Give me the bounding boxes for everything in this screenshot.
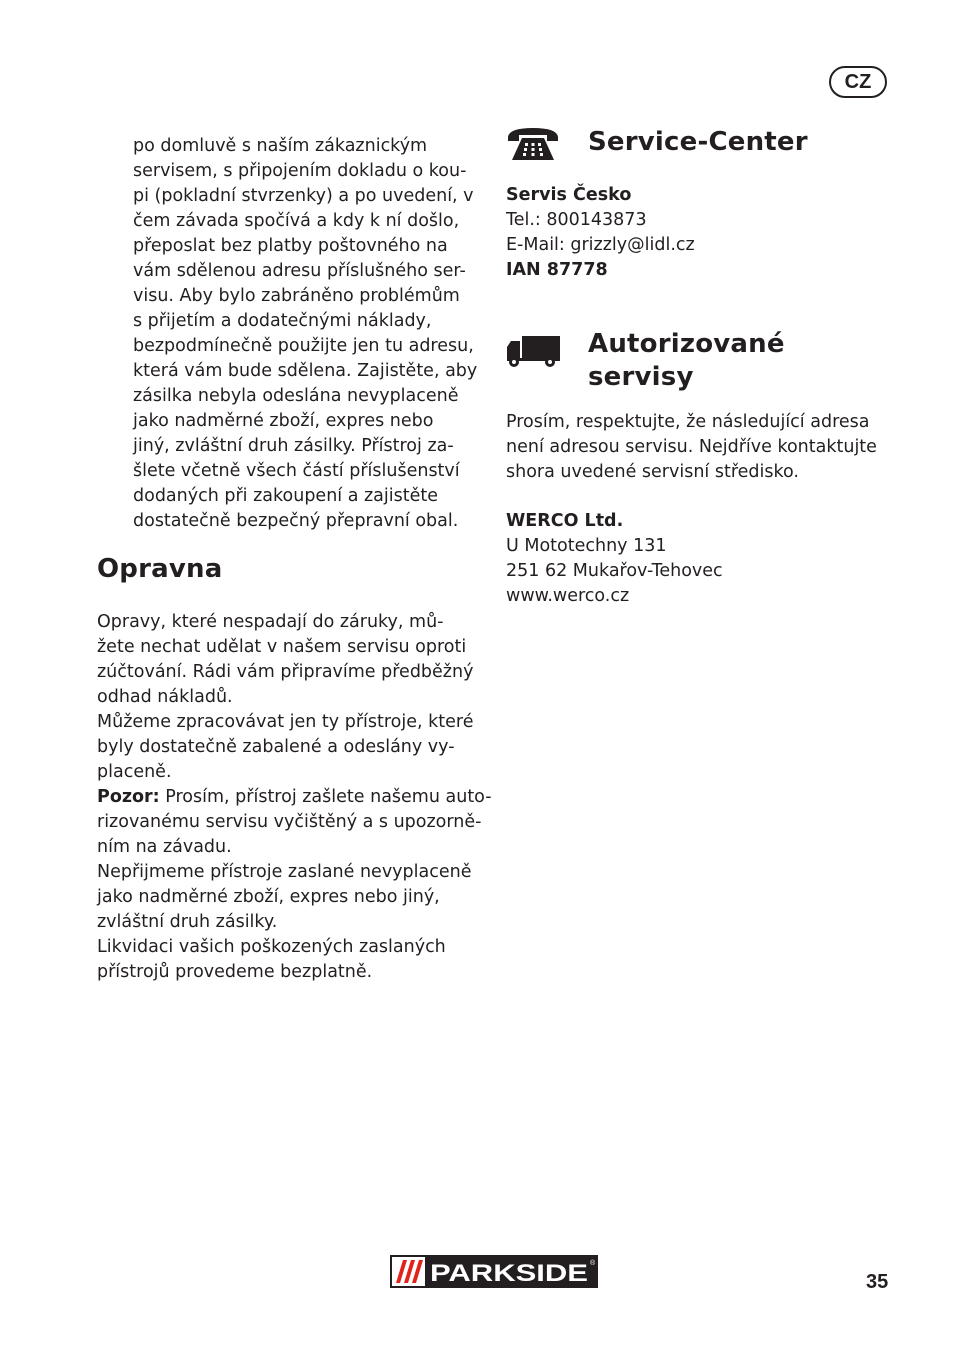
text-line: visu. Aby bylo zabráněno problémům: [133, 286, 460, 306]
text-line: ním na závadu.: [97, 837, 232, 857]
text-line: po domluvě s naším zákaznickým: [133, 136, 428, 156]
text-line: Můžeme zpracovávat jen ty přístroje, které: [97, 712, 474, 732]
text-line: šlete včetně všech částí příslušenství: [133, 461, 460, 481]
text-line: rizovanému servisu vyčištěný a s upozorně-: [97, 812, 482, 832]
company-city: 251 62 Mukařov-Tehovec: [506, 561, 723, 581]
text-line: zúčtování. Rádi vám připravíme předběžný: [97, 662, 474, 682]
text-line: Likvidaci vašich poškozených zaslaných: [97, 937, 446, 957]
company-name: WERCO Ltd.: [506, 511, 624, 531]
text-line: zvláštní druh zásilky.: [97, 912, 278, 932]
service-email: E-Mail: grizzly@lidl.cz: [506, 235, 695, 255]
text-line: zásilka nebyla odeslána nevyplaceně: [133, 386, 459, 406]
pozor-text: Prosím, přístroj zašlete našemu auto-: [159, 787, 492, 807]
text-line: dostatečně bezpečný přepravní obal.: [133, 511, 459, 531]
text-line: žete nechat udělat v našem servisu oproti: [97, 637, 467, 657]
opravna-heading: Opravna: [97, 554, 223, 584]
parkside-logo: [390, 1255, 598, 1288]
text-line: přístrojů provedeme bezplatně.: [97, 962, 373, 982]
text-line: odhad nákladů.: [97, 687, 233, 707]
continued-paragraph: [133, 134, 477, 534]
text-line: která vám bude sdělena. Zajistěte, aby: [133, 361, 478, 381]
svg-text:®: ®: [590, 1260, 596, 1267]
service-center-heading: Service-Center: [588, 127, 808, 157]
service-ian: IAN 87778: [506, 260, 608, 280]
text-line: jako nadměrné zboží, expres nebo: [133, 411, 434, 431]
opravna-paragraph: [97, 610, 492, 985]
text-line: jiný, zvláštní druh zásilky. Přístroj za-: [133, 436, 454, 456]
service-center-contact: [506, 183, 695, 283]
service-name: Servis Česko: [506, 185, 632, 205]
text-line: Nepřijmeme přístroje zaslané nevyplaceně: [97, 862, 472, 882]
authorized-notice: [506, 410, 877, 485]
text-line: jako nadměrné zboží, expres nebo jiný,: [97, 887, 440, 907]
text-line: dodaných při zakoupení a zajistěte: [133, 486, 439, 506]
text-line: přeposlat bez platby poštovného na: [133, 236, 448, 256]
text-line: Prosím, respektujte, že následující adresa: [506, 412, 870, 432]
text-line: pi (pokladní stvrzenky) a po uvedení, v: [133, 186, 474, 206]
text-line: servisem, s připojením dokladu o kou-: [133, 161, 467, 181]
authorized-heading-line2: servisy: [588, 362, 694, 392]
authorized-heading: [588, 328, 785, 394]
page-number: 35: [866, 1271, 889, 1293]
company-address: [506, 509, 723, 609]
text-line: bezpodmínečně použijte jen tu adresu,: [133, 336, 474, 356]
truck-icon: [505, 334, 562, 368]
telephone-icon: [505, 124, 561, 164]
text-line: Opravy, které nespadají do záruky, mů-: [97, 612, 444, 632]
text-line: placeně.: [97, 762, 172, 782]
company-website: www.werco.cz: [506, 586, 630, 606]
pozor-line: [97, 785, 492, 810]
svg-text:PARKSIDE: PARKSIDE: [430, 1260, 588, 1287]
text-line: shora uvedené servisní středisko.: [506, 462, 799, 482]
authorized-heading-line1: Autorizované: [588, 329, 785, 359]
company-street: U Mototechny 131: [506, 536, 667, 556]
text-line: vám sdělenou adresu příslušného ser-: [133, 261, 466, 281]
service-phone: Tel.: 800143873: [506, 210, 647, 230]
text-line: s přijetím a dodatečnými náklady,: [133, 311, 432, 331]
language-badge: CZ: [829, 66, 887, 98]
text-line: čem závada spočívá a kdy k ní došlo,: [133, 211, 460, 231]
text-line: byly dostatečně zabalené a odeslány vy-: [97, 737, 455, 757]
text-line: není adresou servisu. Nejdříve kontaktujte: [506, 437, 877, 457]
pozor-label: Pozor:: [97, 787, 160, 807]
